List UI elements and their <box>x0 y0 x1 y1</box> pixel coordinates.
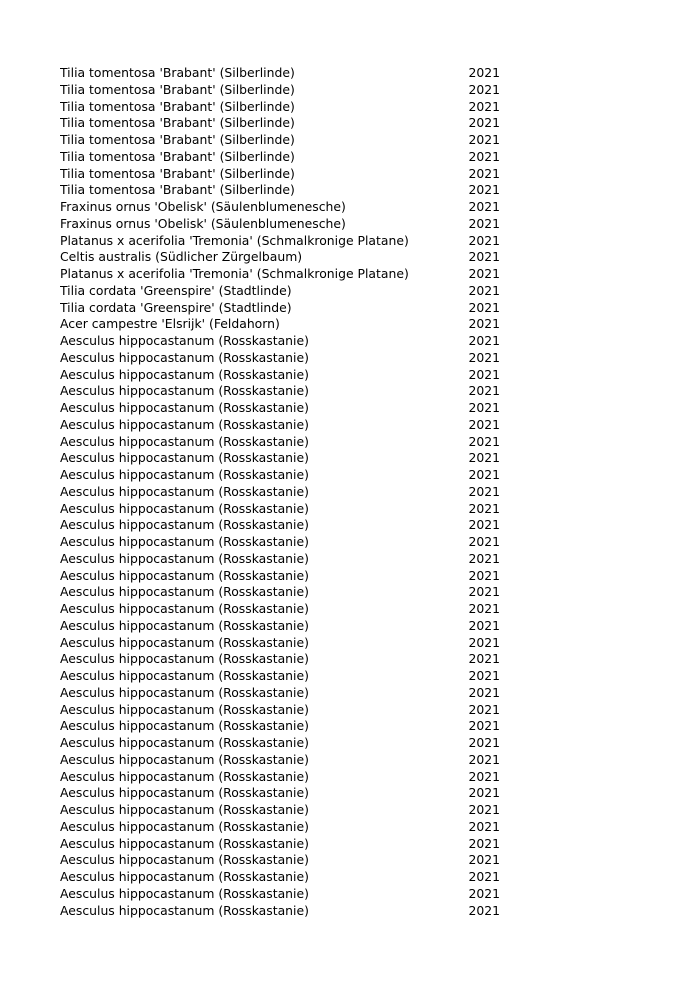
table-row <box>60 852 500 869</box>
tree-species-name: Aesculus hippocastanum (Rosskastanie) <box>60 416 309 432</box>
table-row <box>60 551 500 568</box>
planting-year: 2021 <box>468 534 500 549</box>
table-row <box>60 702 500 719</box>
tree-species-name: Aesculus hippocastanum (Rosskastanie) <box>60 349 309 365</box>
planting-year: 2021 <box>468 785 500 801</box>
tree-species-name: Tilia cordata 'Greenspire' (Stadtlinde) <box>60 299 292 315</box>
tree-species-name: Aesculus hippocastanum (Rosskastanie) <box>60 517 309 533</box>
table-row <box>60 199 500 216</box>
planting-year: 2021 <box>468 98 500 114</box>
table-row <box>60 65 500 82</box>
tree-species-name: Tilia cordata 'Greenspire' (Stadtlinde) <box>60 282 292 298</box>
planting-year: 2021 <box>468 433 500 449</box>
table-row <box>60 618 500 635</box>
tree-species-name: Aesculus hippocastanum (Rosskastanie) <box>60 902 309 918</box>
table-row <box>60 601 500 618</box>
planting-year: 2021 <box>468 500 500 516</box>
tree-species-name: Aesculus hippocastanum (Rosskastanie) <box>60 751 309 767</box>
planting-year: 2021 <box>468 584 500 600</box>
tree-species-name: Tilia tomentosa 'Brabant' (Silberlinde) <box>60 165 295 181</box>
table-row <box>60 115 500 132</box>
planting-year: 2021 <box>468 132 500 147</box>
table-row <box>60 99 500 116</box>
tree-species-name: Aesculus hippocastanum (Rosskastanie) <box>60 534 309 549</box>
planting-year: 2021 <box>468 266 500 281</box>
planting-year: 2021 <box>468 416 500 432</box>
tree-species-name: Platanus x acerifolia 'Tremonia' (Schmalkronige Platane) <box>60 266 409 281</box>
planting-year: 2021 <box>468 852 500 868</box>
table-row <box>60 233 500 250</box>
planting-year: 2021 <box>468 902 500 918</box>
tree-list <box>60 65 500 919</box>
planting-year: 2021 <box>468 768 500 784</box>
planting-year: 2021 <box>468 115 500 131</box>
planting-year: 2021 <box>468 450 500 466</box>
planting-year: 2021 <box>468 215 500 231</box>
tree-species-name: Aesculus hippocastanum (Rosskastanie) <box>60 869 309 884</box>
table-row <box>60 149 500 166</box>
table-row <box>60 467 500 484</box>
tree-species-name: Celtis australis (Südlicher Zürgelbaum) <box>60 249 303 265</box>
planting-year: 2021 <box>468 601 500 616</box>
table-row <box>60 249 500 266</box>
table-row <box>60 501 500 518</box>
tree-species-name: Aesculus hippocastanum (Rosskastanie) <box>60 852 309 868</box>
table-row <box>60 132 500 149</box>
tree-species-name: Aesculus hippocastanum (Rosskastanie) <box>60 366 309 382</box>
tree-species-name: Aesculus hippocastanum (Rosskastanie) <box>60 400 309 415</box>
tree-species-name: Fraxinus ornus 'Obelisk' (Säulenblumenesche) <box>60 199 346 214</box>
planting-year: 2021 <box>468 182 500 198</box>
tree-species-name: Aesculus hippocastanum (Rosskastanie) <box>60 500 309 516</box>
tree-species-name: Aesculus hippocastanum (Rosskastanie) <box>60 483 309 499</box>
tree-species-name: Aesculus hippocastanum (Rosskastanie) <box>60 601 309 616</box>
tree-species-name: Aesculus hippocastanum (Rosskastanie) <box>60 550 309 566</box>
table-row <box>60 903 500 920</box>
table-row <box>60 668 500 685</box>
tree-species-name: Aesculus hippocastanum (Rosskastanie) <box>60 651 309 667</box>
tree-species-name: Tilia tomentosa 'Brabant' (Silberlinde) <box>60 98 295 114</box>
table-row <box>60 886 500 903</box>
table-row <box>60 434 500 451</box>
planting-year: 2021 <box>468 232 500 248</box>
planting-year: 2021 <box>468 684 500 700</box>
table-row <box>60 568 500 585</box>
tree-species-name: Aesculus hippocastanum (Rosskastanie) <box>60 885 309 901</box>
tree-species-name: Aesculus hippocastanum (Rosskastanie) <box>60 584 309 600</box>
tree-species-name: Aesculus hippocastanum (Rosskastanie) <box>60 785 309 801</box>
table-row <box>60 651 500 668</box>
planting-year: 2021 <box>468 400 500 415</box>
tree-species-name: Tilia tomentosa 'Brabant' (Silberlinde) <box>60 65 295 80</box>
table-row <box>60 819 500 836</box>
tree-species-name: Aesculus hippocastanum (Rosskastanie) <box>60 818 309 834</box>
table-row <box>60 718 500 735</box>
table-row <box>60 802 500 819</box>
planting-year: 2021 <box>468 81 500 97</box>
planting-year: 2021 <box>468 299 500 315</box>
planting-year: 2021 <box>468 333 500 348</box>
planting-year: 2021 <box>468 383 500 399</box>
table-row <box>60 333 500 350</box>
table-row <box>60 769 500 786</box>
planting-year: 2021 <box>468 651 500 667</box>
table-row <box>60 283 500 300</box>
planting-year: 2021 <box>468 165 500 181</box>
tree-species-name: Aesculus hippocastanum (Rosskastanie) <box>60 467 309 482</box>
table-row <box>60 517 500 534</box>
tree-species-name: Aesculus hippocastanum (Rosskastanie) <box>60 617 309 633</box>
planting-year: 2021 <box>468 349 500 365</box>
table-row <box>60 785 500 802</box>
table-row <box>60 752 500 769</box>
planting-year: 2021 <box>468 366 500 382</box>
table-row <box>60 400 500 417</box>
table-row <box>60 316 500 333</box>
planting-year: 2021 <box>468 751 500 767</box>
table-row <box>60 216 500 233</box>
planting-year: 2021 <box>468 735 500 750</box>
tree-species-name: Aesculus hippocastanum (Rosskastanie) <box>60 433 309 449</box>
planting-year: 2021 <box>468 802 500 817</box>
planting-year: 2021 <box>468 668 500 683</box>
table-row <box>60 685 500 702</box>
tree-species-name: Aesculus hippocastanum (Rosskastanie) <box>60 684 309 700</box>
tree-species-name: Tilia tomentosa 'Brabant' (Silberlinde) <box>60 115 295 131</box>
planting-year: 2021 <box>468 885 500 901</box>
table-row <box>60 182 500 199</box>
table-row <box>60 367 500 384</box>
tree-species-name: Aesculus hippocastanum (Rosskastanie) <box>60 735 309 750</box>
tree-species-name: Tilia tomentosa 'Brabant' (Silberlinde) <box>60 182 295 198</box>
planting-year: 2021 <box>468 483 500 499</box>
planting-year: 2021 <box>468 701 500 717</box>
planting-year: 2021 <box>468 316 500 332</box>
tree-species-name: Aesculus hippocastanum (Rosskastanie) <box>60 835 309 851</box>
tree-species-name: Aesculus hippocastanum (Rosskastanie) <box>60 567 309 583</box>
tree-species-name: Platanus x acerifolia 'Tremonia' (Schmalkronige Platane) <box>60 232 409 248</box>
planting-year: 2021 <box>468 148 500 164</box>
tree-species-name: Tilia tomentosa 'Brabant' (Silberlinde) <box>60 148 295 164</box>
tree-species-name: Aesculus hippocastanum (Rosskastanie) <box>60 718 309 734</box>
table-row <box>60 166 500 183</box>
planting-year: 2021 <box>468 65 500 80</box>
table-row <box>60 383 500 400</box>
tree-species-name: Aesculus hippocastanum (Rosskastanie) <box>60 450 309 466</box>
tree-species-name: Tilia tomentosa 'Brabant' (Silberlinde) <box>60 132 295 147</box>
tree-species-name: Aesculus hippocastanum (Rosskastanie) <box>60 768 309 784</box>
tree-species-name: Fraxinus ornus 'Obelisk' (Säulenblumenesche) <box>60 215 346 231</box>
table-row <box>60 350 500 367</box>
table-row <box>60 82 500 99</box>
table-row <box>60 534 500 551</box>
tree-species-name: Aesculus hippocastanum (Rosskastanie) <box>60 634 309 650</box>
planting-year: 2021 <box>468 617 500 633</box>
table-row <box>60 450 500 467</box>
table-row <box>60 869 500 886</box>
tree-species-name: Acer campestre 'Elsrijk' (Feldahorn) <box>60 316 280 332</box>
tree-species-name: Aesculus hippocastanum (Rosskastanie) <box>60 802 309 817</box>
planting-year: 2021 <box>468 818 500 834</box>
tree-species-name: Aesculus hippocastanum (Rosskastanie) <box>60 383 309 399</box>
table-row <box>60 584 500 601</box>
planting-year: 2021 <box>468 467 500 482</box>
table-row <box>60 417 500 434</box>
table-row <box>60 300 500 317</box>
planting-year: 2021 <box>468 249 500 265</box>
table-row <box>60 735 500 752</box>
planting-year: 2021 <box>468 718 500 734</box>
planting-year: 2021 <box>468 567 500 583</box>
table-row <box>60 836 500 853</box>
table-row <box>60 266 500 283</box>
table-row <box>60 635 500 652</box>
tree-species-name: Tilia tomentosa 'Brabant' (Silberlinde) <box>60 81 295 97</box>
tree-species-name: Aesculus hippocastanum (Rosskastanie) <box>60 333 309 348</box>
planting-year: 2021 <box>468 835 500 851</box>
table-row <box>60 484 500 501</box>
tree-species-name: Aesculus hippocastanum (Rosskastanie) <box>60 701 309 717</box>
planting-year: 2021 <box>468 199 500 214</box>
tree-species-name: Aesculus hippocastanum (Rosskastanie) <box>60 668 309 683</box>
planting-year: 2021 <box>468 517 500 533</box>
planting-year: 2021 <box>468 634 500 650</box>
planting-year: 2021 <box>468 550 500 566</box>
planting-year: 2021 <box>468 869 500 884</box>
planting-year: 2021 <box>468 282 500 298</box>
